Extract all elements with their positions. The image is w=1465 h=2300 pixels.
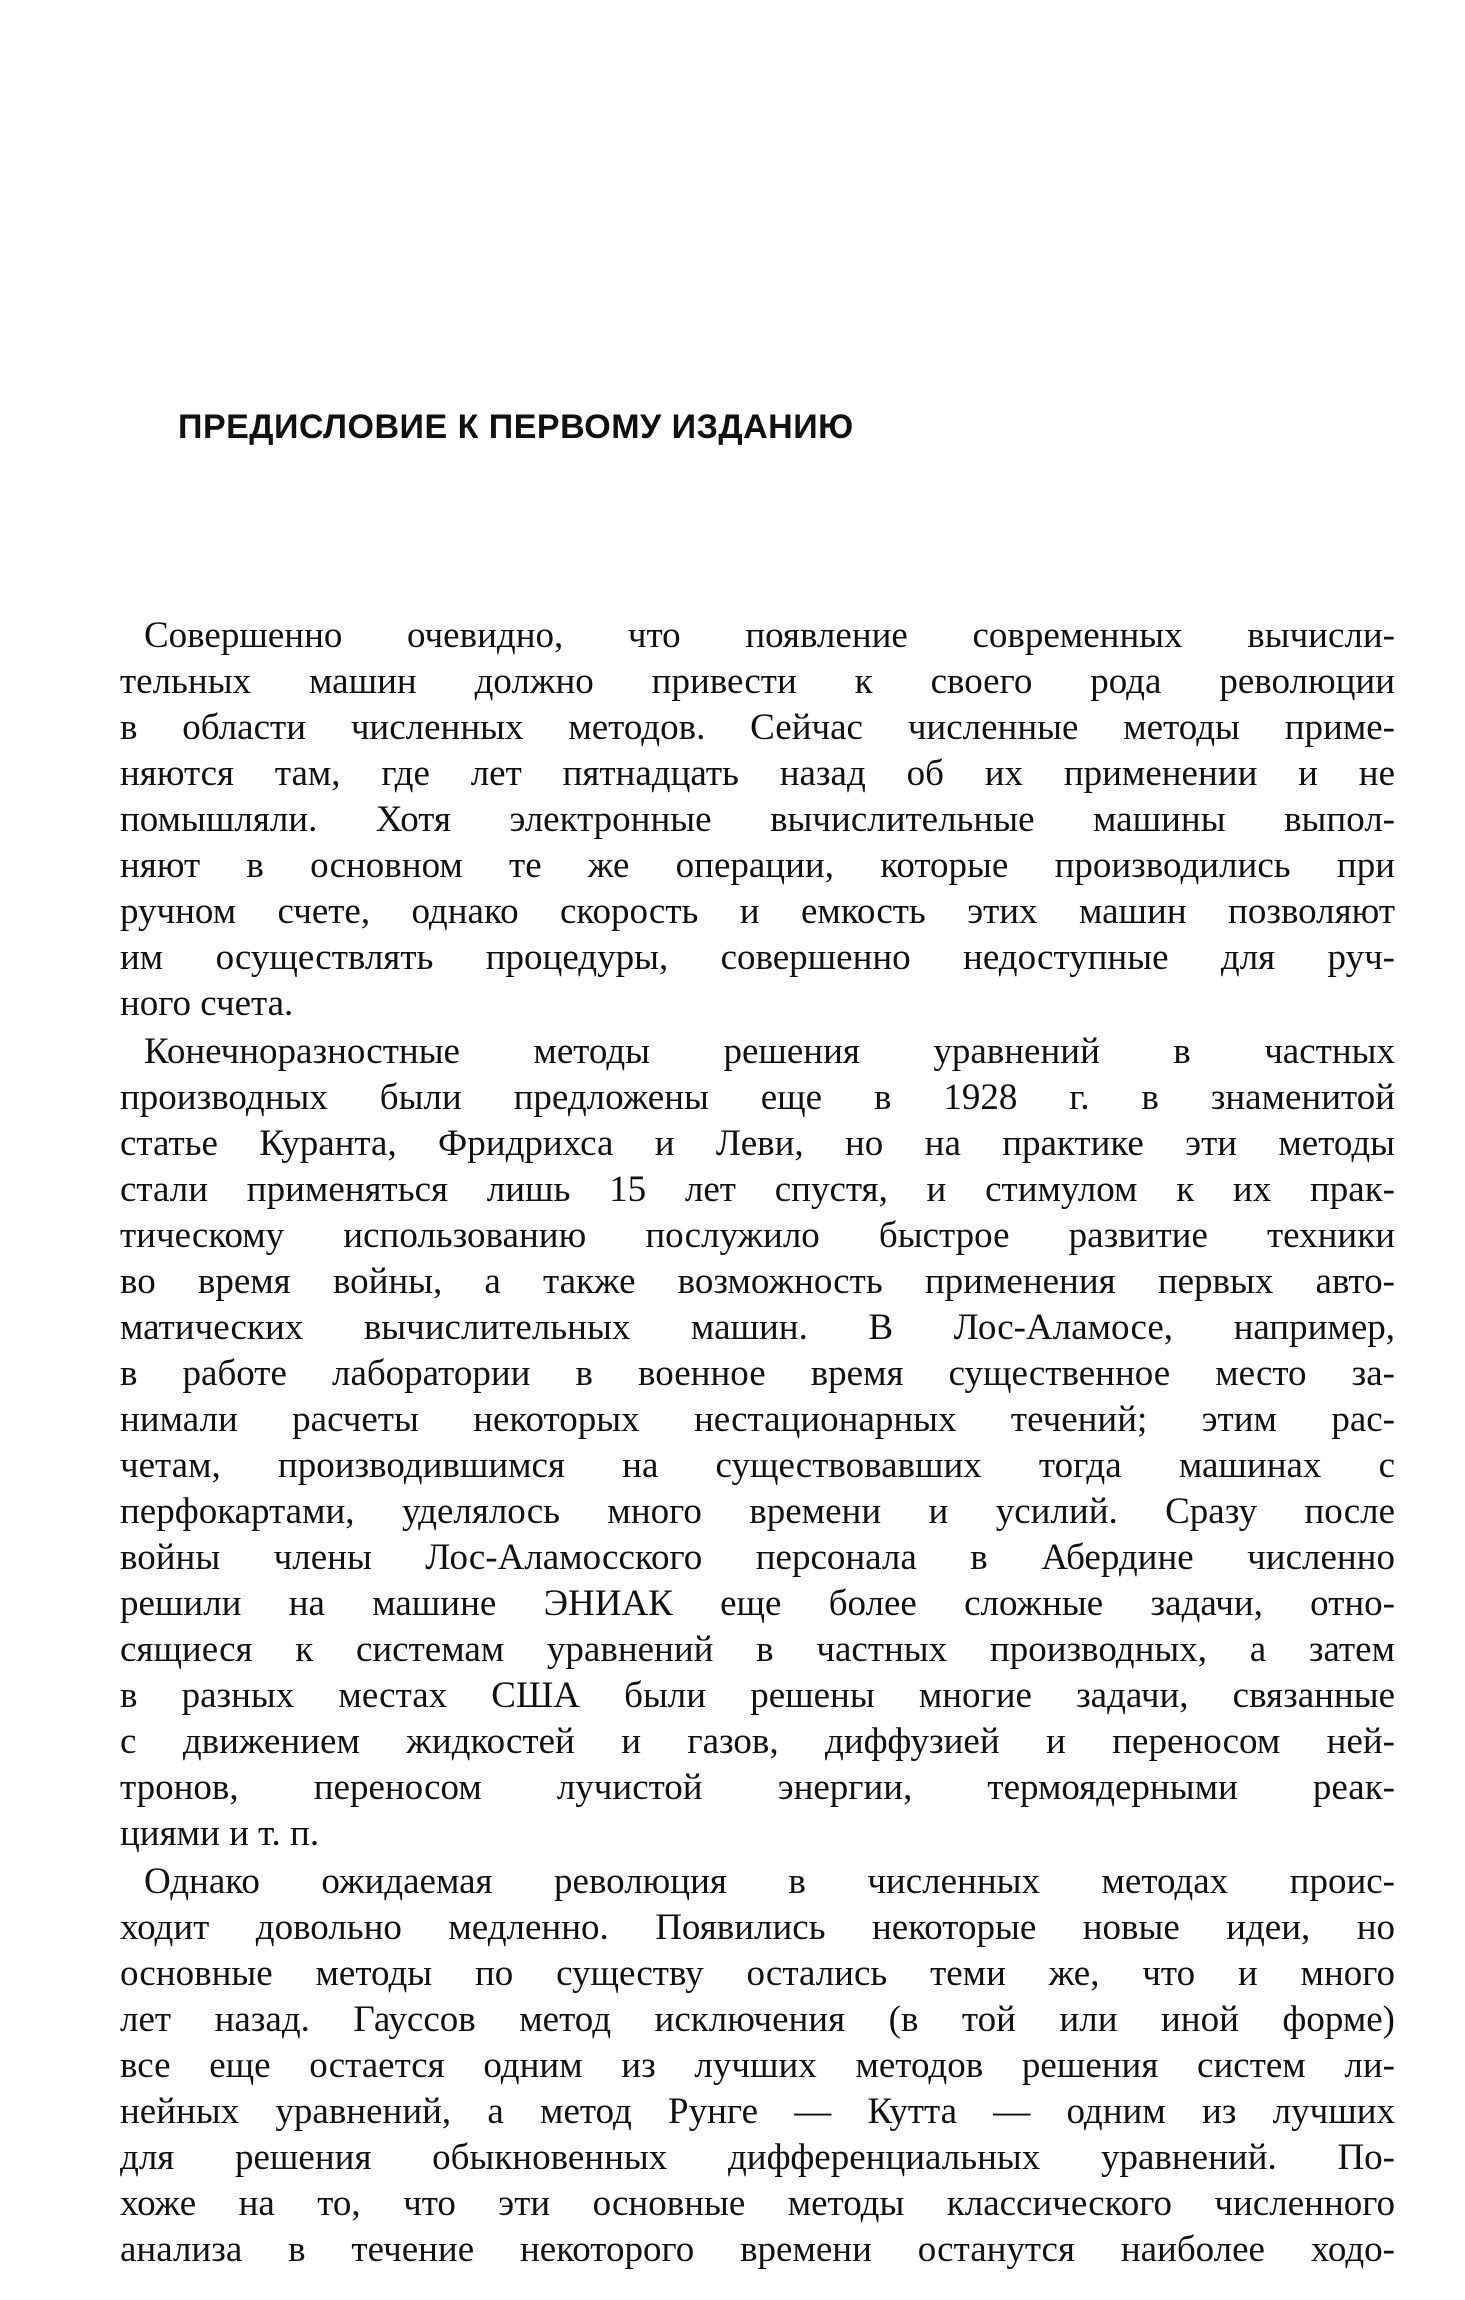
text-line: лет назад. Гауссов метод исключения (в той или иной форме)	[120, 1999, 1395, 2040]
text-line: стали применяться лишь 15 лет спустя, и стимулом к их прак-	[120, 1169, 1395, 1210]
text-line: тельных машин должно привести к своего рода революции	[120, 661, 1395, 702]
text-line: тическому использованию послужило быстрое развитие техники	[120, 1215, 1395, 1256]
text-line: статье Куранта, Фридрихса и Леви, но на практике эти методы	[120, 1123, 1395, 1164]
text-line: четам, производившимся на существовавших тогда машинах с	[120, 1445, 1395, 1486]
text-line: в области численных методов. Сейчас численные методы приме-	[120, 707, 1395, 748]
text-line: нейных уравнений, а метод Рунге — Кутта — одним из лучших	[120, 2091, 1395, 2132]
text-line: войны члены Лос-Аламосского персонала в Абердине численно	[120, 1537, 1395, 1578]
text-line: ручном счете, однако скорость и емкость этих машин позволяют	[120, 891, 1395, 932]
text-line: им осуществлять процедуры, совершенно недоступные для руч-	[120, 937, 1395, 978]
text-line: в работе лаборатории в военное время существенное место за-	[120, 1353, 1395, 1394]
page-title: ПРЕДИСЛОВИЕ К ПЕРВОМУ ИЗДАНИЮ	[178, 408, 854, 446]
text-line: помышляли. Хотя электронные вычислительные машины выпол-	[120, 799, 1395, 840]
text-line: циями и т. п.	[120, 1813, 320, 1854]
text-line: в разных местах США были решены многие задачи, связанные	[120, 1675, 1395, 1716]
text-line: все еще остается одним из лучших методов решения систем ли-	[120, 2045, 1395, 2086]
paragraph-3	[120, 1859, 1395, 2273]
text-line: сящиеся к системам уравнений в частных производных, а затем	[120, 1629, 1395, 1670]
text-line: основные методы по существу остались теми же, что и много	[120, 1953, 1395, 1994]
body-text	[120, 613, 1395, 2273]
text-line: хоже на то, что эти основные методы классического численного	[120, 2183, 1395, 2224]
text-line: няют в основном те же операции, которые производились при	[120, 845, 1395, 886]
text-line: матических вычислительных машин. В Лос-Аламосе, например,	[120, 1307, 1395, 1348]
text-line: нимали расчеты некоторых нестационарных течений; этим рас-	[120, 1399, 1395, 1440]
text-line: Совершенно очевидно, что появление современных вычисли-	[144, 615, 1395, 656]
text-line: ного счета.	[120, 983, 294, 1024]
text-line: ходит довольно медленно. Появились некоторые новые идеи, но	[120, 1907, 1395, 1948]
text-line: решили на машине ЭНИАК еще более сложные задачи, отно-	[120, 1583, 1395, 1624]
text-line: для решения обыкновенных дифференциальных уравнений. По-	[120, 2137, 1395, 2178]
text-line: с движением жидкостей и газов, диффузией и переносом ней-	[120, 1721, 1395, 1762]
text-line: Однако ожидаемая революция в численных методах проис-	[144, 1861, 1395, 1902]
text-line: анализа в течение некоторого времени останутся наиболее ходо-	[120, 2229, 1395, 2270]
paragraph-1	[120, 613, 1395, 1027]
text-line: производных были предложены еще в 1928 г. в знаменитой	[120, 1077, 1395, 1118]
text-line: перфокартами, уделялось много времени и усилий. Сразу после	[120, 1491, 1395, 1532]
paragraph-2	[120, 1029, 1395, 1857]
text-line: няются там, где лет пятнадцать назад об их применении и не	[120, 753, 1395, 794]
text-line: Конечноразностные методы решения уравнений в частных	[144, 1031, 1395, 1072]
text-line: тронов, переносом лучистой энергии, термоядерными реак-	[120, 1767, 1395, 1808]
text-line: во время войны, а также возможность применения первых авто-	[120, 1261, 1395, 1302]
